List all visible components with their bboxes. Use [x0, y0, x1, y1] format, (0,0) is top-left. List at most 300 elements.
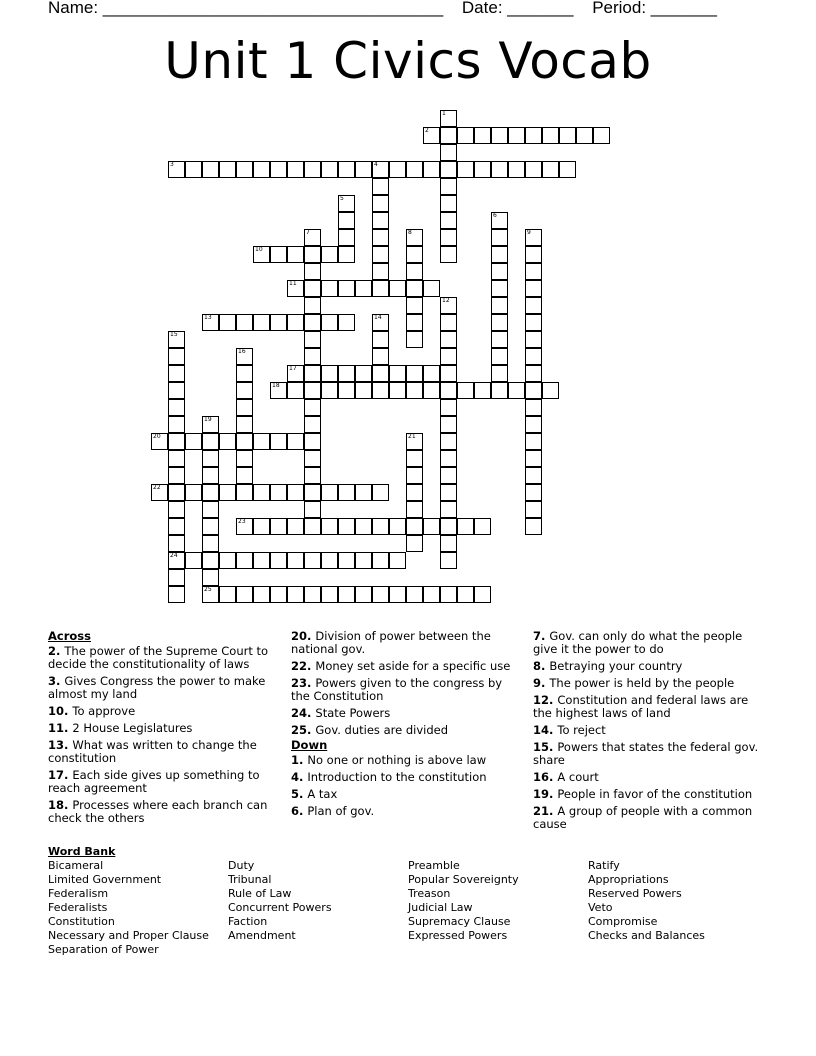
- name-field[interactable]: Name: ____________________________________: [48, 0, 444, 17]
- crossword-cell[interactable]: [219, 314, 236, 331]
- crossword-cell[interactable]: [185, 484, 202, 501]
- crossword-cell[interactable]: [406, 229, 423, 246]
- crossword-cell[interactable]: [253, 433, 270, 450]
- crossword-cell[interactable]: [440, 416, 457, 433]
- crossword-cell[interactable]: [474, 518, 491, 535]
- crossword-cell[interactable]: [321, 484, 338, 501]
- crossword-cell[interactable]: [202, 586, 219, 603]
- crossword-cell[interactable]: [423, 365, 440, 382]
- cell-number: 25: [204, 586, 212, 593]
- crossword-cell[interactable]: [440, 331, 457, 348]
- crossword-cell[interactable]: [525, 229, 542, 246]
- crossword-cell[interactable]: [372, 382, 389, 399]
- crossword-cell[interactable]: [474, 586, 491, 603]
- crossword-cell[interactable]: [372, 212, 389, 229]
- crossword-cell[interactable]: [440, 399, 457, 416]
- crossword-cell[interactable]: [304, 246, 321, 263]
- crossword-cell[interactable]: [440, 195, 457, 212]
- crossword-cell[interactable]: [287, 161, 304, 178]
- crossword-cell[interactable]: [355, 518, 372, 535]
- crossword-cell[interactable]: [576, 127, 593, 144]
- crossword-cell[interactable]: [304, 348, 321, 365]
- crossword-cell[interactable]: [321, 314, 338, 331]
- crossword-cell[interactable]: [372, 331, 389, 348]
- crossword-cell[interactable]: [270, 382, 287, 399]
- crossword-cell[interactable]: [219, 433, 236, 450]
- crossword-cell[interactable]: [389, 161, 406, 178]
- crossword-cell[interactable]: [406, 382, 423, 399]
- crossword-cell[interactable]: [440, 178, 457, 195]
- crossword-cell[interactable]: [525, 280, 542, 297]
- crossword-cell[interactable]: [525, 314, 542, 331]
- crossword-cell[interactable]: [202, 569, 219, 586]
- crossword-cell[interactable]: [202, 314, 219, 331]
- crossword-cell[interactable]: [406, 467, 423, 484]
- crossword-cell[interactable]: [491, 348, 508, 365]
- crossword-cell[interactable]: [270, 484, 287, 501]
- crossword-cell[interactable]: [372, 518, 389, 535]
- crossword-cell[interactable]: [185, 161, 202, 178]
- crossword-cell[interactable]: [372, 178, 389, 195]
- crossword-cell[interactable]: [389, 365, 406, 382]
- crossword-cell[interactable]: [304, 433, 321, 450]
- crossword-cell[interactable]: [372, 161, 389, 178]
- crossword-cell[interactable]: [168, 535, 185, 552]
- crossword-cell[interactable]: [236, 552, 253, 569]
- crossword-cell[interactable]: [372, 314, 389, 331]
- crossword-cell[interactable]: [338, 280, 355, 297]
- crossword-cell[interactable]: [440, 229, 457, 246]
- crossword-cell[interactable]: [236, 348, 253, 365]
- crossword-cell[interactable]: [491, 212, 508, 229]
- word-bank-entry: Bicameral: [48, 859, 104, 872]
- crossword-cell[interactable]: [287, 280, 304, 297]
- crossword-cell[interactable]: [406, 263, 423, 280]
- crossword-cell[interactable]: [219, 161, 236, 178]
- crossword-cell[interactable]: [525, 450, 542, 467]
- crossword-cell[interactable]: [491, 331, 508, 348]
- crossword-cell[interactable]: [202, 161, 219, 178]
- cell-number: 12: [442, 297, 450, 304]
- crossword-cell[interactable]: [151, 484, 168, 501]
- crossword-cell[interactable]: [287, 365, 304, 382]
- crossword-cell[interactable]: [168, 382, 185, 399]
- crossword-cell[interactable]: [202, 433, 219, 450]
- crossword-cell[interactable]: [151, 433, 168, 450]
- crossword-cell[interactable]: [202, 535, 219, 552]
- crossword-cell[interactable]: [389, 382, 406, 399]
- crossword-cell[interactable]: [406, 246, 423, 263]
- crossword-cell[interactable]: [168, 586, 185, 603]
- crossword-cell[interactable]: [304, 484, 321, 501]
- crossword-cell[interactable]: [304, 365, 321, 382]
- crossword-cell[interactable]: [440, 110, 457, 127]
- crossword-cell[interactable]: [440, 365, 457, 382]
- crossword-cell[interactable]: [304, 552, 321, 569]
- crossword-cell[interactable]: [542, 382, 559, 399]
- crossword-cell[interactable]: [457, 127, 474, 144]
- crossword-cell[interactable]: [491, 297, 508, 314]
- clues-column-1: [48, 630, 273, 829]
- crossword-cell[interactable]: [168, 450, 185, 467]
- clue-text: Constitution and federal laws are the highest laws of land: [533, 693, 749, 720]
- crossword-cell[interactable]: [219, 484, 236, 501]
- clue-down-1: [291, 754, 516, 767]
- crossword-cell[interactable]: [168, 518, 185, 535]
- crossword-cell[interactable]: [168, 552, 185, 569]
- crossword-cell[interactable]: [338, 229, 355, 246]
- crossword-cell[interactable]: [219, 552, 236, 569]
- crossword-cell[interactable]: [236, 416, 253, 433]
- crossword-cell[interactable]: [168, 569, 185, 586]
- crossword-cell[interactable]: [304, 263, 321, 280]
- crossword-cell[interactable]: [321, 552, 338, 569]
- crossword-cell[interactable]: [270, 586, 287, 603]
- crossword-cell[interactable]: [236, 433, 253, 450]
- clue-number: 20.: [291, 629, 316, 643]
- crossword-cell[interactable]: [321, 365, 338, 382]
- crossword-cell[interactable]: [304, 297, 321, 314]
- crossword-cell[interactable]: [389, 586, 406, 603]
- crossword-cell[interactable]: [372, 280, 389, 297]
- crossword-cell[interactable]: [287, 433, 304, 450]
- crossword-cell[interactable]: [491, 365, 508, 382]
- crossword-cell[interactable]: [202, 518, 219, 535]
- crossword-cell[interactable]: [202, 484, 219, 501]
- crossword-cell[interactable]: [185, 433, 202, 450]
- crossword-cell[interactable]: [355, 365, 372, 382]
- crossword-cell[interactable]: [372, 229, 389, 246]
- crossword-cell[interactable]: [440, 433, 457, 450]
- crossword-cell[interactable]: [338, 586, 355, 603]
- crossword-cell[interactable]: [440, 467, 457, 484]
- crossword-cell[interactable]: [440, 127, 457, 144]
- crossword-cell[interactable]: [321, 518, 338, 535]
- crossword-cell[interactable]: [474, 382, 491, 399]
- crossword-cell[interactable]: [338, 382, 355, 399]
- crossword-cell[interactable]: [236, 382, 253, 399]
- crossword-cell[interactable]: [525, 246, 542, 263]
- crossword-cell[interactable]: [440, 382, 457, 399]
- crossword-cell[interactable]: [338, 195, 355, 212]
- clue-across-23: [291, 677, 516, 703]
- crossword-cell[interactable]: [253, 246, 270, 263]
- crossword-cell[interactable]: [440, 535, 457, 552]
- crossword-cell[interactable]: [508, 382, 525, 399]
- crossword-cell[interactable]: [406, 314, 423, 331]
- word-bank-entry: Necessary and Proper Clause: [48, 929, 209, 942]
- crossword-cell[interactable]: [372, 348, 389, 365]
- crossword-cell[interactable]: [168, 161, 185, 178]
- crossword-cell[interactable]: [491, 161, 508, 178]
- crossword-cell[interactable]: [236, 450, 253, 467]
- crossword-cell[interactable]: [542, 161, 559, 178]
- crossword-cell[interactable]: [406, 433, 423, 450]
- clue-number: 8.: [533, 659, 550, 673]
- crossword-cell[interactable]: [304, 382, 321, 399]
- crossword-cell[interactable]: [287, 314, 304, 331]
- crossword-cell[interactable]: [525, 127, 542, 144]
- word-bank-entry: Faction: [228, 915, 268, 928]
- crossword-cell[interactable]: [372, 552, 389, 569]
- crossword-cell[interactable]: [321, 161, 338, 178]
- crossword-cell[interactable]: [508, 161, 525, 178]
- crossword-cell[interactable]: [440, 212, 457, 229]
- clues-column-2: [291, 630, 516, 822]
- crossword-cell[interactable]: [525, 331, 542, 348]
- clue-down-21: [533, 805, 763, 831]
- crossword-cell[interactable]: [525, 161, 542, 178]
- crossword-cell[interactable]: [457, 586, 474, 603]
- crossword-cell[interactable]: [304, 314, 321, 331]
- crossword-cell[interactable]: [525, 484, 542, 501]
- crossword-cell[interactable]: [406, 331, 423, 348]
- crossword-cell[interactable]: [423, 586, 440, 603]
- crossword-cell[interactable]: [202, 552, 219, 569]
- crossword-cell[interactable]: [593, 127, 610, 144]
- word-bank-heading: Word Bank: [48, 845, 116, 858]
- crossword-cell[interactable]: [372, 195, 389, 212]
- clue-text: Gives Congress the power to make almost my land: [48, 674, 266, 701]
- clue-number: 6.: [291, 804, 308, 818]
- crossword-cell[interactable]: [338, 518, 355, 535]
- clue-across-17: [48, 769, 273, 795]
- crossword-cell[interactable]: [253, 161, 270, 178]
- crossword-cell[interactable]: [491, 263, 508, 280]
- crossword-cell[interactable]: [491, 280, 508, 297]
- crossword-cell[interactable]: [440, 518, 457, 535]
- crossword-cell[interactable]: [423, 280, 440, 297]
- crossword-cell[interactable]: [338, 552, 355, 569]
- crossword-cell[interactable]: [236, 484, 253, 501]
- crossword-cell[interactable]: [525, 263, 542, 280]
- crossword-cell[interactable]: [440, 484, 457, 501]
- crossword-cell[interactable]: [491, 314, 508, 331]
- clue-across-22: [291, 660, 516, 673]
- crossword-cell[interactable]: [355, 280, 372, 297]
- crossword-cell[interactable]: [491, 246, 508, 263]
- word-bank-entry: Separation of Power: [48, 943, 159, 956]
- crossword-cell[interactable]: [287, 552, 304, 569]
- crossword-cell[interactable]: [372, 586, 389, 603]
- crossword-cell[interactable]: [525, 501, 542, 518]
- crossword-cell[interactable]: [491, 382, 508, 399]
- crossword-cell[interactable]: [168, 365, 185, 382]
- crossword-cell[interactable]: [406, 484, 423, 501]
- crossword-cell[interactable]: [304, 467, 321, 484]
- crossword-cell[interactable]: [338, 314, 355, 331]
- crossword-cell[interactable]: [457, 518, 474, 535]
- clue-across-24: [291, 707, 516, 720]
- crossword-cell[interactable]: [253, 484, 270, 501]
- crossword-cell[interactable]: [508, 127, 525, 144]
- crossword-cell[interactable]: [287, 382, 304, 399]
- clue-across-10: [48, 705, 273, 718]
- crossword-cell[interactable]: [542, 127, 559, 144]
- crossword-cell[interactable]: [304, 586, 321, 603]
- word-bank-column: [408, 859, 588, 957]
- clue-number: 12.: [533, 693, 558, 707]
- crossword-cell[interactable]: [168, 348, 185, 365]
- crossword-cell[interactable]: [304, 450, 321, 467]
- crossword-cell[interactable]: [321, 246, 338, 263]
- crossword-cell[interactable]: [236, 518, 253, 535]
- crossword-cell[interactable]: [525, 348, 542, 365]
- crossword-cell[interactable]: [168, 501, 185, 518]
- crossword-cell[interactable]: [304, 518, 321, 535]
- crossword-cell[interactable]: [253, 586, 270, 603]
- crossword-cell[interactable]: [423, 382, 440, 399]
- crossword-cell[interactable]: [440, 348, 457, 365]
- crossword-cell[interactable]: [440, 501, 457, 518]
- crossword-cell[interactable]: [491, 229, 508, 246]
- crossword-cell[interactable]: [304, 399, 321, 416]
- crossword-cell[interactable]: [321, 280, 338, 297]
- crossword-cell[interactable]: [236, 365, 253, 382]
- crossword-cell[interactable]: [372, 484, 389, 501]
- crossword-cell[interactable]: [338, 365, 355, 382]
- crossword-cell[interactable]: [559, 127, 576, 144]
- crossword-cell[interactable]: [440, 450, 457, 467]
- clue-number: 18.: [48, 798, 73, 812]
- crossword-cell[interactable]: [406, 161, 423, 178]
- crossword-cell[interactable]: [423, 518, 440, 535]
- crossword-cell[interactable]: [338, 161, 355, 178]
- crossword-cell[interactable]: [236, 467, 253, 484]
- crossword-cell[interactable]: [406, 280, 423, 297]
- crossword-cell[interactable]: [406, 518, 423, 535]
- crossword-cell[interactable]: [406, 297, 423, 314]
- crossword-cell[interactable]: [525, 467, 542, 484]
- crossword-cell[interactable]: [525, 416, 542, 433]
- crossword-cell[interactable]: [304, 280, 321, 297]
- date-field[interactable]: Date: _______: [461, 0, 574, 17]
- crossword-cell[interactable]: [406, 365, 423, 382]
- crossword-cell[interactable]: [559, 161, 576, 178]
- crossword-cell[interactable]: [321, 586, 338, 603]
- crossword-cell[interactable]: [168, 467, 185, 484]
- crossword-cell[interactable]: [423, 127, 440, 144]
- crossword-cell[interactable]: [168, 416, 185, 433]
- period-field[interactable]: Period: _______: [592, 0, 717, 17]
- crossword-cell[interactable]: [304, 331, 321, 348]
- crossword-cell[interactable]: [355, 484, 372, 501]
- crossword-cell[interactable]: [440, 314, 457, 331]
- crossword-cell[interactable]: [355, 382, 372, 399]
- crossword-cell[interactable]: [406, 586, 423, 603]
- crossword-cell[interactable]: [525, 399, 542, 416]
- crossword-cell[interactable]: [372, 263, 389, 280]
- crossword-cell[interactable]: [389, 552, 406, 569]
- crossword-cell[interactable]: [457, 382, 474, 399]
- crossword-cell[interactable]: [389, 518, 406, 535]
- crossword-cell[interactable]: [304, 416, 321, 433]
- crossword-cell[interactable]: [168, 433, 185, 450]
- cell-number: 1: [442, 110, 446, 117]
- crossword-cell[interactable]: [338, 484, 355, 501]
- crossword-cell[interactable]: [270, 161, 287, 178]
- crossword-cell[interactable]: [202, 416, 219, 433]
- crossword-cell[interactable]: [202, 467, 219, 484]
- crossword-cell[interactable]: [440, 246, 457, 263]
- crossword-cell[interactable]: [474, 127, 491, 144]
- crossword-cell[interactable]: [270, 552, 287, 569]
- crossword-cell[interactable]: [270, 314, 287, 331]
- cell-number: 13: [204, 314, 212, 321]
- clue-number: 23.: [291, 676, 316, 690]
- crossword-cell[interactable]: [236, 399, 253, 416]
- crossword-cell[interactable]: [185, 552, 202, 569]
- crossword-cell[interactable]: [440, 297, 457, 314]
- crossword-cell[interactable]: [304, 161, 321, 178]
- crossword-cell[interactable]: [270, 433, 287, 450]
- crossword-cell[interactable]: [287, 518, 304, 535]
- crossword-cell[interactable]: [525, 297, 542, 314]
- crossword-cell[interactable]: [491, 127, 508, 144]
- crossword-cell[interactable]: [440, 161, 457, 178]
- cell-number: 6: [493, 212, 497, 219]
- crossword-cell[interactable]: [372, 246, 389, 263]
- crossword-cell[interactable]: [219, 586, 236, 603]
- crossword-cell[interactable]: [236, 314, 253, 331]
- crossword-cell[interactable]: [525, 433, 542, 450]
- crossword-cell[interactable]: [440, 552, 457, 569]
- crossword-cell[interactable]: [304, 229, 321, 246]
- crossword-cell[interactable]: [440, 586, 457, 603]
- crossword-cell[interactable]: [236, 161, 253, 178]
- cell-number: 10: [255, 246, 263, 253]
- crossword-cell[interactable]: [168, 399, 185, 416]
- crossword-cell[interactable]: [236, 586, 253, 603]
- crossword-cell[interactable]: [525, 365, 542, 382]
- crossword-cell[interactable]: [287, 484, 304, 501]
- crossword-cell[interactable]: [372, 365, 389, 382]
- crossword-cell[interactable]: [389, 280, 406, 297]
- crossword-cell[interactable]: [525, 382, 542, 399]
- crossword-cell[interactable]: [338, 212, 355, 229]
- crossword-cell[interactable]: [423, 161, 440, 178]
- word-bank-entry: Judicial Law: [408, 901, 473, 914]
- crossword-cell[interactable]: [406, 535, 423, 552]
- crossword-cell[interactable]: [355, 161, 372, 178]
- crossword-cell[interactable]: [270, 518, 287, 535]
- crossword-cell[interactable]: [457, 161, 474, 178]
- crossword-cell[interactable]: [270, 246, 287, 263]
- crossword-cell[interactable]: [338, 246, 355, 263]
- crossword-cell[interactable]: [287, 586, 304, 603]
- crossword-cell[interactable]: [253, 314, 270, 331]
- crossword-cell[interactable]: [474, 161, 491, 178]
- crossword-cell[interactable]: [253, 518, 270, 535]
- crossword-cell[interactable]: [253, 552, 270, 569]
- crossword-cell[interactable]: [525, 518, 542, 535]
- crossword-cell[interactable]: [355, 552, 372, 569]
- crossword-cell[interactable]: [168, 484, 185, 501]
- crossword-cell[interactable]: [440, 144, 457, 161]
- crossword-cell[interactable]: [168, 331, 185, 348]
- clue-across-3: [48, 675, 273, 701]
- crossword-cell[interactable]: [406, 501, 423, 518]
- crossword-cell[interactable]: [321, 382, 338, 399]
- word-bank-entry: Federalism: [48, 887, 109, 900]
- crossword-cell[interactable]: [202, 501, 219, 518]
- crossword-cell[interactable]: [287, 246, 304, 263]
- crossword-cell[interactable]: [406, 450, 423, 467]
- crossword-cell[interactable]: [304, 501, 321, 518]
- crossword-cell[interactable]: [355, 586, 372, 603]
- crossword-cell[interactable]: [202, 450, 219, 467]
- clue-down-12: [533, 694, 763, 720]
